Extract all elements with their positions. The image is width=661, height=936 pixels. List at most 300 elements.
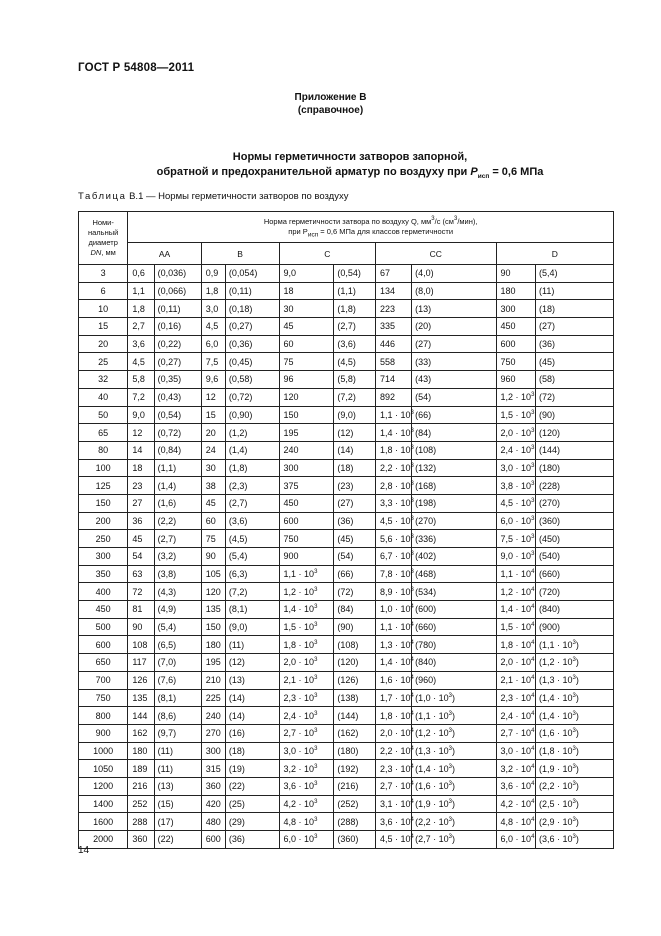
cell-c-value: 150 xyxy=(279,406,334,424)
cell-d-value: $1,8 \cdot 10^4$ xyxy=(496,636,535,654)
cell-cc-value: $2,3 \cdot 10^4$ xyxy=(375,760,411,778)
cell-c-paren: (23) xyxy=(334,477,376,495)
cell-aa-value: 2,7 xyxy=(128,318,154,336)
cell-cc-paren: (270) xyxy=(412,512,496,530)
cell-d-paren: (540) xyxy=(535,548,613,566)
cell-d-paren: (36) xyxy=(535,335,613,353)
table-row xyxy=(79,318,614,336)
cell-cc-paren: (780) xyxy=(412,636,496,654)
cell-b-value: 3,0 xyxy=(201,300,225,318)
cell-cc-paren: (960) xyxy=(412,671,496,689)
cell-cc-value: 223 xyxy=(375,300,411,318)
cell-d-value: $7,5 \cdot 10^3$ xyxy=(496,530,535,548)
cell-b-paren: (18) xyxy=(225,742,279,760)
cell-aa-paren: (3,8) xyxy=(154,565,201,583)
cell-c-value: $1,2 \cdot 10^3$ xyxy=(279,583,334,601)
cell-c-value: 600 xyxy=(279,512,334,530)
norm-header xyxy=(128,212,614,243)
cell-d-paren: (45) xyxy=(535,353,613,371)
cell-b-value: 24 xyxy=(201,441,225,459)
table-row xyxy=(79,353,614,371)
cell-b-value: 225 xyxy=(201,689,225,707)
cell-b-paren: (6,3) xyxy=(225,565,279,583)
cell-cc-paren: (33) xyxy=(412,353,496,371)
cell-b-paren: (0,054) xyxy=(225,265,279,283)
cell-dn: 1200 xyxy=(79,777,128,795)
cell-b-paren: (0,11) xyxy=(225,282,279,300)
cell-c-paren: (360) xyxy=(334,831,376,849)
cell-aa-value: 72 xyxy=(128,583,154,601)
table-row xyxy=(79,689,614,707)
cell-aa-paren: (22) xyxy=(154,831,201,849)
cell-c-paren: (162) xyxy=(334,724,376,742)
cell-d-paren: $(2,2 \cdot 10^3)$ xyxy=(535,777,613,795)
cell-c-paren: (5,8) xyxy=(334,371,376,389)
cell-cc-paren: (336) xyxy=(412,530,496,548)
cell-aa-value: 144 xyxy=(128,707,154,725)
cell-c-paren: (84) xyxy=(334,601,376,619)
cell-c-value: 96 xyxy=(279,371,334,389)
cell-b-value: 240 xyxy=(201,707,225,725)
cell-b-paren: (5,4) xyxy=(225,548,279,566)
cell-d-value: 960 xyxy=(496,371,535,389)
cell-c-paren: (144) xyxy=(334,707,376,725)
cell-c-paren: (288) xyxy=(334,813,376,831)
cell-d-paren: (11) xyxy=(535,282,613,300)
dn-header-l3: диаметр xyxy=(88,238,118,247)
title-text: обратной и предохранительной арматур по воздуху при xyxy=(156,166,471,178)
cell-b-paren: (14) xyxy=(225,689,279,707)
cell-d-value: 750 xyxy=(496,353,535,371)
cell-d-value: $9,0 \cdot 10^3$ xyxy=(496,548,535,566)
cell-c-value: 60 xyxy=(279,335,334,353)
cell-aa-paren: (8,6) xyxy=(154,707,201,725)
cell-dn: 1050 xyxy=(79,760,128,778)
cell-dn: 125 xyxy=(79,477,128,495)
cell-d-value: 90 xyxy=(496,265,535,283)
cell-aa-value: 18 xyxy=(128,459,154,477)
cell-aa-paren: (2,7) xyxy=(154,530,201,548)
cell-d-paren: $(1,8 \cdot 10^3)$ xyxy=(535,742,613,760)
cell-aa-value: 5,8 xyxy=(128,371,154,389)
table-row xyxy=(79,654,614,672)
cell-aa-paren: (2,2) xyxy=(154,512,201,530)
cell-cc-paren: (66) xyxy=(412,406,496,424)
cell-dn: 700 xyxy=(79,671,128,689)
cell-b-value: 480 xyxy=(201,813,225,831)
cell-dn: 10 xyxy=(79,300,128,318)
cell-aa-paren: (0,036) xyxy=(154,265,201,283)
cell-aa-paren: (7,6) xyxy=(154,671,201,689)
cell-c-value: $2,0 \cdot 10^3$ xyxy=(279,654,334,672)
cell-b-paren: (19) xyxy=(225,760,279,778)
table-row xyxy=(79,424,614,442)
cell-cc-value: $2,2 \cdot 10^4$ xyxy=(375,742,411,760)
cell-b-value: 1,8 xyxy=(201,282,225,300)
cell-cc-value: $3,1 \cdot 10^4$ xyxy=(375,795,411,813)
table-caption xyxy=(78,191,348,202)
cell-c-value: $1,4 \cdot 10^3$ xyxy=(279,601,334,619)
cell-aa-value: 23 xyxy=(128,477,154,495)
cell-c-paren: (1,1) xyxy=(334,282,376,300)
cell-aa-paren: (8,1) xyxy=(154,689,201,707)
title-subscript: исп xyxy=(477,173,490,181)
cell-aa-value: 180 xyxy=(128,742,154,760)
table-row xyxy=(79,512,614,530)
cell-b-paren: (1,4) xyxy=(225,441,279,459)
cell-dn: 650 xyxy=(79,654,128,672)
cell-b-value: 120 xyxy=(201,583,225,601)
cell-d-value: 300 xyxy=(496,300,535,318)
cell-cc-paren: (8,0) xyxy=(412,282,496,300)
cell-d-value: $4,8 \cdot 10^4$ xyxy=(496,813,535,831)
cell-dn: 1400 xyxy=(79,795,128,813)
cell-aa-paren: (5,4) xyxy=(154,618,201,636)
cell-c-value: $4,8 \cdot 10^3$ xyxy=(279,813,334,831)
cell-b-value: 9,6 xyxy=(201,371,225,389)
cell-cc-paren: (534) xyxy=(412,583,496,601)
cell-d-value: $3,0 \cdot 10^4$ xyxy=(496,742,535,760)
caption-text: — Нормы герметичности затворов по воздуху xyxy=(146,191,349,202)
cell-cc-value: $1,7 \cdot 10^4$ xyxy=(375,689,411,707)
cell-d-paren: $(1,3 \cdot 10^3)$ xyxy=(535,671,613,689)
cell-c-value: $3,2 \cdot 10^3$ xyxy=(279,760,334,778)
cell-b-value: 0,9 xyxy=(201,265,225,283)
cell-aa-value: 0,6 xyxy=(128,265,154,283)
cell-b-paren: (22) xyxy=(225,777,279,795)
cell-c-paren: (108) xyxy=(334,636,376,654)
cell-aa-value: 117 xyxy=(128,654,154,672)
cell-d-value: $2,3 \cdot 10^4$ xyxy=(496,689,535,707)
cell-d-value: $1,4 \cdot 10^4$ xyxy=(496,601,535,619)
cell-dn: 32 xyxy=(79,371,128,389)
cell-c-paren: (36) xyxy=(334,512,376,530)
page-number: 14 xyxy=(78,845,90,856)
cell-aa-paren: (0,22) xyxy=(154,335,201,353)
table-row xyxy=(79,601,614,619)
cell-d-paren: $(1,2 \cdot 10^3)$ xyxy=(535,654,613,672)
cell-d-value: $1,2 \cdot 10^4$ xyxy=(496,583,535,601)
cell-dn: 20 xyxy=(79,335,128,353)
cell-d-value: $2,0 \cdot 10^4$ xyxy=(496,654,535,672)
cell-cc-value: $2,7 \cdot 10^4$ xyxy=(375,777,411,795)
cell-cc-value: $1,1 \cdot 10^4$ xyxy=(375,618,411,636)
cell-cc-value: $4,5 \cdot 10^4$ xyxy=(375,831,411,849)
cell-d-paren: (18) xyxy=(535,300,613,318)
cell-aa-paren: (11) xyxy=(154,742,201,760)
cell-b-paren: (0,36) xyxy=(225,335,279,353)
cell-c-paren: (7,2) xyxy=(334,388,376,406)
cell-dn: 750 xyxy=(79,689,128,707)
cell-b-paren: (0,45) xyxy=(225,353,279,371)
cell-d-paren: (5,4) xyxy=(535,265,613,283)
section-title-line2 xyxy=(0,165,661,180)
cell-b-value: 270 xyxy=(201,724,225,742)
cell-aa-paren: (0,54) xyxy=(154,406,201,424)
cell-b-paren: (0,72) xyxy=(225,388,279,406)
cell-cc-value: $3,3 \cdot 10^3$ xyxy=(375,494,411,512)
cell-d-paren: (180) xyxy=(535,459,613,477)
cell-b-value: 60 xyxy=(201,512,225,530)
table-row xyxy=(79,371,614,389)
cell-cc-paren: (840) xyxy=(412,654,496,672)
cell-c-value: 195 xyxy=(279,424,334,442)
cell-cc-value: $1,6 \cdot 10^4$ xyxy=(375,671,411,689)
cell-b-value: 600 xyxy=(201,831,225,849)
cell-d-value: $6,0 \cdot 10^3$ xyxy=(496,512,535,530)
cell-c-paren: (9,0) xyxy=(334,406,376,424)
class-header-c: C xyxy=(279,243,375,265)
section-title xyxy=(0,150,661,180)
cell-cc-paren: $(1,2 \cdot 10^3)$ xyxy=(412,724,496,742)
cell-cc-value: $1,1 \cdot 10^3$ xyxy=(375,406,411,424)
cell-c-paren: (180) xyxy=(334,742,376,760)
annex-kind: (справочное) xyxy=(297,105,364,116)
cell-b-paren: (13) xyxy=(225,671,279,689)
cell-c-value: 45 xyxy=(279,318,334,336)
cell-aa-paren: (17) xyxy=(154,813,201,831)
cell-aa-paren: (0,84) xyxy=(154,441,201,459)
cell-aa-paren: (4,9) xyxy=(154,601,201,619)
cell-c-value: 900 xyxy=(279,548,334,566)
cell-aa-value: 4,5 xyxy=(128,353,154,371)
cell-c-paren: (2,7) xyxy=(334,318,376,336)
table-row xyxy=(79,707,614,725)
cell-d-paren: $(2,5 \cdot 10^3)$ xyxy=(535,795,613,813)
cell-c-value: 18 xyxy=(279,282,334,300)
cell-cc-value: 714 xyxy=(375,371,411,389)
cell-c-value: $1,1 \cdot 10^3$ xyxy=(279,565,334,583)
cell-d-value: $1,5 \cdot 10^4$ xyxy=(496,618,535,636)
cell-aa-value: 162 xyxy=(128,724,154,742)
dn-symbol: DN xyxy=(90,248,102,257)
cell-c-value: 450 xyxy=(279,494,334,512)
table-row xyxy=(79,565,614,583)
cell-dn: 450 xyxy=(79,601,128,619)
cell-c-value: 300 xyxy=(279,459,334,477)
cell-b-value: 360 xyxy=(201,777,225,795)
table-row xyxy=(79,459,614,477)
cell-aa-value: 27 xyxy=(128,494,154,512)
cell-b-paren: (0,58) xyxy=(225,371,279,389)
cell-b-paren: (11) xyxy=(225,636,279,654)
cell-d-paren: (270) xyxy=(535,494,613,512)
cell-c-paren: (18) xyxy=(334,459,376,477)
caption-label: Таблица xyxy=(78,191,127,202)
cell-b-paren: (2,3) xyxy=(225,477,279,495)
cell-c-value: $1,5 \cdot 10^3$ xyxy=(279,618,334,636)
cell-cc-paren: (402) xyxy=(412,548,496,566)
cell-d-value: $3,6 \cdot 10^4$ xyxy=(496,777,535,795)
cell-cc-value: $2,2 \cdot 10^3$ xyxy=(375,459,411,477)
cell-b-paren: (3,6) xyxy=(225,512,279,530)
cell-aa-value: 3,6 xyxy=(128,335,154,353)
cell-aa-value: 288 xyxy=(128,813,154,831)
cell-aa-value: 189 xyxy=(128,760,154,778)
cell-aa-paren: (6,5) xyxy=(154,636,201,654)
cell-dn: 25 xyxy=(79,353,128,371)
table-body xyxy=(79,265,614,849)
cell-cc-value: $1,4 \cdot 10^4$ xyxy=(375,654,411,672)
cell-c-paren: (27) xyxy=(334,494,376,512)
cell-dn: 250 xyxy=(79,530,128,548)
cell-c-value: 750 xyxy=(279,530,334,548)
cell-dn: 800 xyxy=(79,707,128,725)
table-row xyxy=(79,265,614,283)
cell-dn: 65 xyxy=(79,424,128,442)
table-row xyxy=(79,671,614,689)
cell-c-paren: (1,8) xyxy=(334,300,376,318)
cell-cc-paren: (132) xyxy=(412,459,496,477)
cell-dn: 15 xyxy=(79,318,128,336)
cell-d-paren: (90) xyxy=(535,406,613,424)
class-header-aa: AA xyxy=(128,243,201,265)
cell-d-paren: (720) xyxy=(535,583,613,601)
cell-d-value: $1,5 \cdot 10^3$ xyxy=(496,406,535,424)
cell-c-paren: (4,5) xyxy=(334,353,376,371)
cell-c-value: $2,3 \cdot 10^3$ xyxy=(279,689,334,707)
cell-dn: 1600 xyxy=(79,813,128,831)
table-row xyxy=(79,724,614,742)
cell-c-paren: (0,54) xyxy=(334,265,376,283)
title-symbol: P xyxy=(470,166,478,178)
cell-dn: 900 xyxy=(79,724,128,742)
cell-aa-paren: (0,27) xyxy=(154,353,201,371)
cell-b-paren: (2,7) xyxy=(225,494,279,512)
cell-aa-paren: (1,4) xyxy=(154,477,201,495)
table-row xyxy=(79,441,614,459)
cell-aa-paren: (1,6) xyxy=(154,494,201,512)
cell-cc-value: 134 xyxy=(375,282,411,300)
cell-cc-paren: $(2,7 \cdot 10^3)$ xyxy=(412,831,496,849)
cell-b-paren: (1,8) xyxy=(225,459,279,477)
table-row xyxy=(79,777,614,795)
table-row xyxy=(79,530,614,548)
cell-aa-paren: (7,0) xyxy=(154,654,201,672)
cell-cc-value: $1,8 \cdot 10^3$ xyxy=(375,441,411,459)
cell-b-paren: (0,90) xyxy=(225,406,279,424)
cell-d-value: 450 xyxy=(496,318,535,336)
cell-b-value: 75 xyxy=(201,530,225,548)
section-title-line1: Нормы герметичности затворов запорной, xyxy=(232,151,468,163)
cell-cc-value: $5,6 \cdot 10^3$ xyxy=(375,530,411,548)
dn-unit: , мм xyxy=(101,248,116,257)
cell-dn: 300 xyxy=(79,548,128,566)
cell-cc-value: $8,9 \cdot 10^3$ xyxy=(375,583,411,601)
table-row xyxy=(79,636,614,654)
cell-aa-value: 90 xyxy=(128,618,154,636)
cell-b-paren: (16) xyxy=(225,724,279,742)
cell-cc-paren: $(1,0 \cdot 10^3)$ xyxy=(412,689,496,707)
cell-d-paren: $(1,6 \cdot 10^3)$ xyxy=(535,724,613,742)
cell-d-paren: (58) xyxy=(535,371,613,389)
cell-cc-value: 446 xyxy=(375,335,411,353)
cell-c-value: $3,6 \cdot 10^3$ xyxy=(279,777,334,795)
cell-cc-value: 558 xyxy=(375,353,411,371)
cell-dn: 150 xyxy=(79,494,128,512)
cell-d-value: $2,1 \cdot 10^4$ xyxy=(496,671,535,689)
cell-d-paren: (450) xyxy=(535,530,613,548)
annex-title: Приложение В xyxy=(294,92,367,103)
cell-d-value: $4,5 \cdot 10^3$ xyxy=(496,494,535,512)
cell-d-paren: (228) xyxy=(535,477,613,495)
cell-b-paren: (8,1) xyxy=(225,601,279,619)
cell-b-paren: (14) xyxy=(225,707,279,725)
cell-aa-value: 135 xyxy=(128,689,154,707)
cell-d-paren: (120) xyxy=(535,424,613,442)
cell-dn: 40 xyxy=(79,388,128,406)
cell-aa-value: 63 xyxy=(128,565,154,583)
cell-cc-paren: $(2,2 \cdot 10^3)$ xyxy=(412,813,496,831)
cell-c-value: 30 xyxy=(279,300,334,318)
cell-b-value: 180 xyxy=(201,636,225,654)
cell-aa-value: 81 xyxy=(128,601,154,619)
cell-d-value: $4,2 \cdot 10^4$ xyxy=(496,795,535,813)
cell-dn: 200 xyxy=(79,512,128,530)
cell-d-paren: (840) xyxy=(535,601,613,619)
cell-aa-paren: (13) xyxy=(154,777,201,795)
table-row xyxy=(79,477,614,495)
table-row xyxy=(79,795,614,813)
cell-dn: 50 xyxy=(79,406,128,424)
cell-b-value: 210 xyxy=(201,671,225,689)
cell-cc-value: $1,3 \cdot 10^4$ xyxy=(375,636,411,654)
cell-aa-value: 9,0 xyxy=(128,406,154,424)
cell-dn: 80 xyxy=(79,441,128,459)
cell-aa-value: 7,2 xyxy=(128,388,154,406)
cell-d-value: $2,4 \cdot 10^4$ xyxy=(496,707,535,725)
cell-b-value: 20 xyxy=(201,424,225,442)
cell-aa-paren: (11) xyxy=(154,760,201,778)
cell-aa-value: 108 xyxy=(128,636,154,654)
cell-d-paren: (144) xyxy=(535,441,613,459)
cell-c-paren: (216) xyxy=(334,777,376,795)
cell-c-value: 375 xyxy=(279,477,334,495)
cell-aa-paren: (0,35) xyxy=(154,371,201,389)
cell-cc-paren: $(1,9 \cdot 10^3)$ xyxy=(412,795,496,813)
cell-dn: 6 xyxy=(79,282,128,300)
cell-aa-paren: (9,7) xyxy=(154,724,201,742)
cell-c-paren: (3,6) xyxy=(334,335,376,353)
table-row xyxy=(79,406,614,424)
cell-aa-value: 36 xyxy=(128,512,154,530)
cell-cc-paren: (54) xyxy=(412,388,496,406)
cell-cc-value: 67 xyxy=(375,265,411,283)
table-row xyxy=(79,813,614,831)
cell-cc-paren: (4,0) xyxy=(412,265,496,283)
cell-cc-paren: $(1,6 \cdot 10^3)$ xyxy=(412,777,496,795)
cell-c-value: 9,0 xyxy=(279,265,334,283)
cell-c-value: $4,2 \cdot 10^3$ xyxy=(279,795,334,813)
cell-b-paren: (36) xyxy=(225,831,279,849)
title-suffix: = 0,6 МПа xyxy=(489,166,544,178)
cell-cc-paren: (43) xyxy=(412,371,496,389)
norm-header-l1: Норма герметичности затвора по воздуху Q, $мм^3/с$ $(см^3/мин)$, xyxy=(263,216,478,226)
cell-b-paren: (9,0) xyxy=(225,618,279,636)
dn-header-l2: нальный xyxy=(87,228,119,237)
cell-b-value: 195 xyxy=(201,654,225,672)
cell-dn: 500 xyxy=(79,618,128,636)
cell-b-value: 38 xyxy=(201,477,225,495)
cell-c-paren: (45) xyxy=(334,530,376,548)
table-row xyxy=(79,388,614,406)
table-row xyxy=(79,282,614,300)
cell-b-value: 90 xyxy=(201,548,225,566)
cell-cc-paren: $(1,3 \cdot 10^3)$ xyxy=(412,742,496,760)
cell-aa-value: 54 xyxy=(128,548,154,566)
cell-c-paren: (54) xyxy=(334,548,376,566)
cell-dn: 2000 xyxy=(79,831,128,849)
